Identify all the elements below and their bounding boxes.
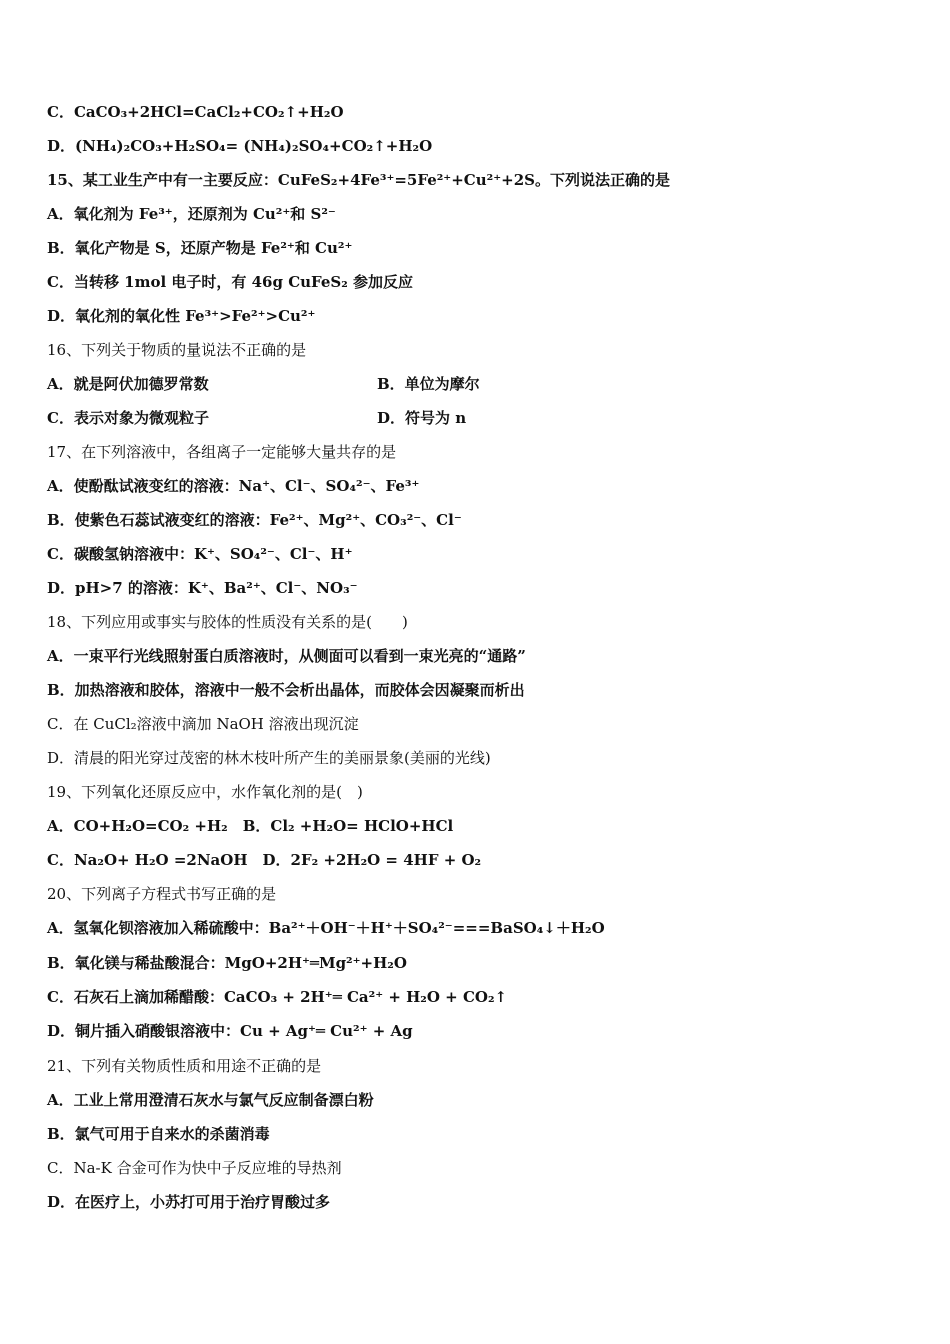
question-16-stem: 16、下列关于物质的量说法不正确的是: [47, 341, 307, 359]
question-18-option-a: A．一束平行光线照射蛋白质溶液时，从侧面可以看到一束光亮的“通路”: [47, 647, 526, 665]
question-21-option-c: C．Na-K 合金可作为快中子反应堆的导热剂: [47, 1159, 342, 1177]
question-21-option-b: B．氯气可用于自来水的杀菌消毒: [47, 1125, 270, 1143]
question-18-option-d: D．清晨的阳光穿过茂密的林木枝叶所产生的美丽景象(美丽的光线): [47, 749, 491, 767]
question-17-option-d: D．pH>7 的溶液：K⁺、Ba²⁺、Cl⁻、NO₃⁻: [47, 579, 358, 597]
question-20-option-a: A．氢氧化钡溶液加入稀硫酸中：Ba²⁺＋OH⁻＋H⁺＋SO₄²⁻===BaSO₄↓＋H₂O: [47, 919, 605, 937]
question-16-option-a: A．就是阿伏加德罗常数: [47, 375, 209, 393]
question-17-option-c: C．碳酸氢钠溶液中：K⁺、SO₄²⁻、Cl⁻、H⁺: [47, 545, 353, 563]
question-16-option-c: C．表示对象为微观粒子: [47, 409, 209, 427]
question-17-stem: 17、在下列溶液中，各组离子一定能够大量共存的是: [47, 443, 397, 461]
question-15-option-c: C．当转移 1mol 电子时，有 46g CuFeS₂ 参加反应: [47, 273, 414, 291]
question-21-option-a: A．工业上常用澄清石灰水与氯气反应制备漂白粉: [47, 1091, 374, 1109]
question-19-options-cd: C．Na₂O+ H₂O =2NaOH D．2F₂ +2H₂O = 4HF + O₂: [47, 851, 482, 869]
question-16-option-d: D．符号为 n: [377, 409, 467, 427]
question-15-option-b: B．氧化产物是 S，还原产物是 Fe²⁺和 Cu²⁺: [47, 239, 353, 257]
question-17-option-b: B．使紫色石蕊试液变红的溶液：Fe²⁺、Mg²⁺、CO₃²⁻、Cl⁻: [47, 511, 462, 529]
question-21-option-d: D．在医疗上，小苏打可用于治疗胃酸过多: [47, 1193, 331, 1211]
question-19-options-ab: A．CO+H₂O=CO₂ +H₂ B．Cl₂ +H₂O= HClO+HCl: [47, 817, 454, 835]
question-14-option-c: C．CaCO₃+2HCl=CaCl₂+CO₂↑+H₂O: [47, 103, 344, 121]
question-15-stem: 15、某工业生产中有一主要反应：CuFeS₂+4Fe³⁺=5Fe²⁺+Cu²⁺+2S。下列说法正确的是: [47, 171, 670, 189]
question-17-option-a: A．使酚酞试液变红的溶液：Na⁺、Cl⁻、SO₄²⁻、Fe³⁺: [47, 477, 420, 495]
question-19-stem: 19、下列氧化还原反应中，水作氧化剂的是( ): [47, 783, 363, 801]
question-20-option-d: D．铜片插入硝酸银溶液中：Cu + Ag⁺═ Cu²⁺ + Ag: [47, 1022, 413, 1040]
question-21-stem: 21、下列有关物质性质和用途不正确的是: [47, 1057, 322, 1075]
question-20-stem: 20、下列离子方程式书写正确的是: [47, 885, 277, 903]
question-18-option-b: B．加热溶液和胶体，溶液中一般不会析出晶体，而胶体会因凝聚而析出: [47, 681, 525, 699]
question-18-option-c: C．在 CuCl₂溶液中滴加 NaOH 溶液出现沉淀: [47, 715, 359, 733]
question-20-option-c: C．石灰石上滴加稀醋酸：CaCO₃ + 2H⁺═ Ca²⁺ + H₂O + CO₂↑: [47, 988, 508, 1006]
question-18-stem: 18、下列应用或事实与胶体的性质没有关系的是( ): [47, 613, 408, 631]
question-14-option-d: D．(NH₄)₂CO₃+H₂SO₄= (NH₄)₂SO₄+CO₂↑+H₂O: [47, 137, 433, 155]
question-15-option-a: A．氧化剂为 Fe³⁺，还原剂为 Cu²⁺和 S²⁻: [47, 205, 336, 223]
question-16-option-b: B．单位为摩尔: [377, 375, 480, 393]
question-20-option-b: B．氧化镁与稀盐酸混合：MgO+2H⁺═Mg²⁺+H₂O: [47, 954, 407, 972]
question-15-option-d: D．氧化剂的氧化性 Fe³⁺>Fe²⁺>Cu²⁺: [47, 307, 316, 325]
